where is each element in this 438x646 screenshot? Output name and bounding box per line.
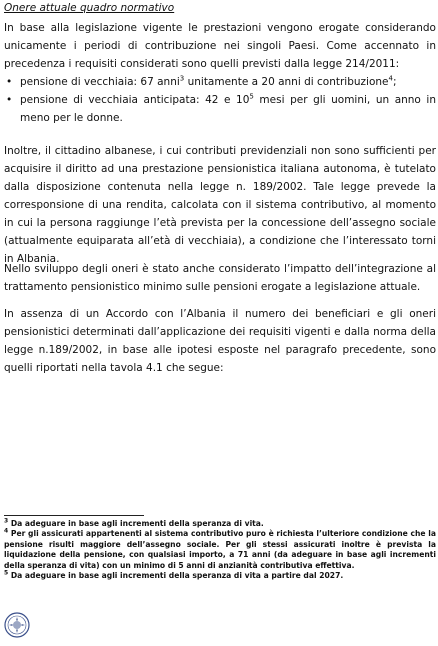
list-item-text: unitamente a 20 anni di contribuzione xyxy=(184,76,389,88)
footnote xyxy=(4,571,436,581)
footnote-ref: 4 xyxy=(388,74,393,83)
list-item-text: pensione di vecchiaia: 67 anni xyxy=(20,76,180,88)
footnote-number: 3 xyxy=(4,517,9,525)
paragraph-3: Nello sviluppo degli oneri è stato anche considerato l’impatto dell’integrazione al trattamento pensionistico minimo sulle pensioni erogate a legislazione attuale. xyxy=(4,263,436,293)
requirements-list xyxy=(4,73,436,127)
paragraph-2: Inoltre, il cittadino albanese, i cui contributi previdenziali non sono sufficienti per acquisire il diritto ad una prestazione pensionistica italiana autonoma, è tutelato dalla disposizione contenuta nella legge n. 189/2002. Tale legge prevede la corresponsione di una rendita, calcolata con il sistema contributivo, al momento in cui la persona raggiunge l’età prevista per la concessione dell’assegno sociale (attualmente equiparata all’età di vecchiaia), a condizione che l’interessato torni in Albania. xyxy=(4,145,436,265)
list-item-text: mesi per gli uomini, un anno in meno per le donne. xyxy=(20,94,436,124)
footnote xyxy=(4,519,436,529)
section-heading: Onere attuale quadro normativo xyxy=(4,2,175,14)
footnote-ref: 5 xyxy=(249,92,254,101)
institutional-seal-icon xyxy=(4,612,30,638)
footnote-number: 5 xyxy=(4,569,9,577)
footnote-number: 4 xyxy=(4,527,9,535)
paragraph-1: In base alla legislazione vigente le prestazioni vengono erogate considerando unicamente i periodi di contribuzione nei singoli Paesi. Come accennato in precedenza i requisiti considerati sono quelli previsti dalla legge 214/2011: xyxy=(4,22,436,70)
list-item xyxy=(4,91,436,127)
footnote-separator xyxy=(4,515,144,516)
paragraph-4: In assenza di un Accordo con l’Albania il numero dei beneficiari e gli oneri pensionistici determinati dall’applicazione dei requisiti vigenti e dalla norma della legge n.189/2002, in base alle ipotesi esposte nel paragrafo precedente, sono quelli riportati nella tavola 4.1 che segue: xyxy=(4,308,436,374)
footnote xyxy=(4,529,436,571)
list-item xyxy=(4,73,436,91)
footnote-text: Da adeguare in base agli incrementi della speranza di vita a partire dal 2027. xyxy=(8,571,344,581)
bullet-icon: • xyxy=(6,76,13,88)
footnote-text: Per gli assicurati appartenenti al sistema contributivo puro è richiesta l’ulteriore condizione che la pensione risulti maggiore dell’assegno sociale. Per gli stessi assicurati inoltre è prevista la liquidazione della pensione, con qualsiasi importo, a 71 anni (da adeguare in base agli incrementi della speranza di vita) con un minimo di 5 anni di anzianità contributiva effettiva. xyxy=(4,529,436,570)
list-item-text: ; xyxy=(392,76,397,88)
footnotes xyxy=(4,519,436,581)
footnote-text: Da adeguare in base agli incrementi della speranza di vita. xyxy=(8,519,264,528)
list-item-text: pensione di vecchiaia anticipata: 42 e 10 xyxy=(20,94,250,106)
footnote-ref: 3 xyxy=(179,74,185,83)
bullet-icon: • xyxy=(6,94,13,106)
